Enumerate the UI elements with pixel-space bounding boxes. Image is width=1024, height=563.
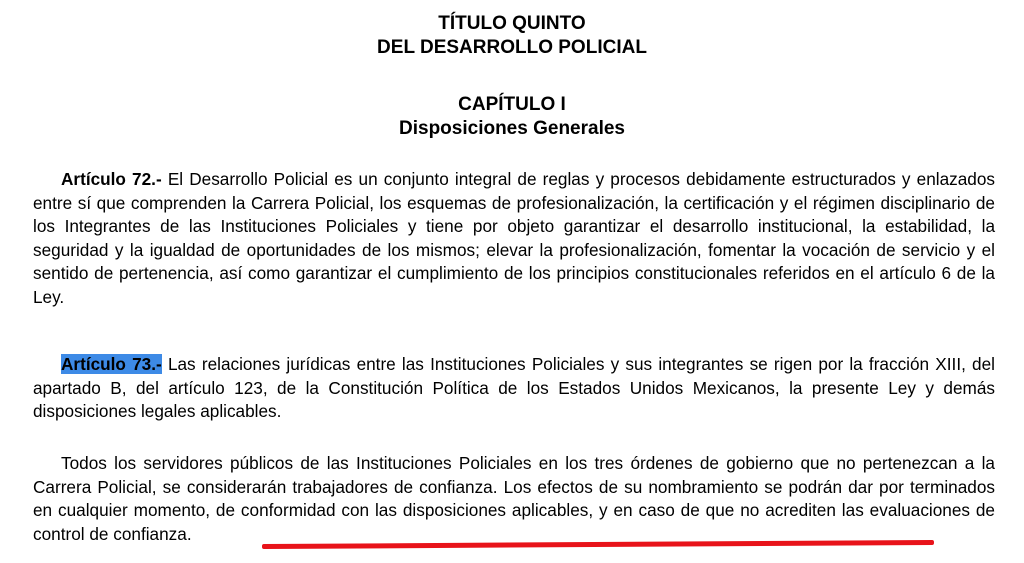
paragraph-3	[33, 452, 995, 546]
article-72-text: El Desarrollo Policial es un conjunto integral de reglas y procesos debidamente estructurados y enlazados entre sí que comprenden la Carrera Policial, los esquemas de profesionalización, la certificación y el régimen disciplinario de los Integrantes de las Instituciones Policiales y tiene por objeto garantizar el desarrollo institucional, la estabilidad, la seguridad y la igualdad de oportunidades de los mismos; elevar la profesionalización, fomentar la vocación de servicio y el sentido de pertenencia, así como garantizar el cumplimiento de los principios constitucionales referidos en el artículo 6 de la Ley.	[33, 169, 996, 307]
article-73-label-highlighted[interactable]: Artículo 73.-	[61, 354, 162, 374]
article-73-text: Las relaciones jurídicas entre las Instituciones Policiales y sus integrantes se rigen por la fracción XIII, del apartado B, del artículo 123, de la Constitución Política de los Estados Unidos Mexicanos, la presente Ley y demás disposiciones legales aplicables.	[33, 354, 995, 421]
title-line-2: DEL DESARROLLO POLICIAL	[377, 37, 647, 58]
article-72-paragraph	[33, 168, 995, 309]
title-block	[0, 12, 1024, 60]
title-line-1: TÍTULO QUINTO	[438, 13, 586, 34]
chapter-block	[0, 93, 1024, 141]
chapter-line-1: CAPÍTULO I	[458, 94, 566, 115]
paragraph-3-text: Todos los servidores públicos de las Instituciones Policiales en los tres órdenes de gobierno que no pertenezcan a la Carrera Policial, se considerarán trabajadores de confianza. Los efectos de su nombramiento se podrán dar por terminados en cualquier momento, de conformidad con las disposiciones aplicables, y en caso de que no acrediten las evaluaciones de control de confianza.	[33, 453, 995, 544]
article-72-label: Artículo 72.-	[61, 169, 162, 189]
article-73-paragraph	[33, 353, 995, 424]
chapter-line-2: Disposiciones Generales	[399, 118, 625, 139]
